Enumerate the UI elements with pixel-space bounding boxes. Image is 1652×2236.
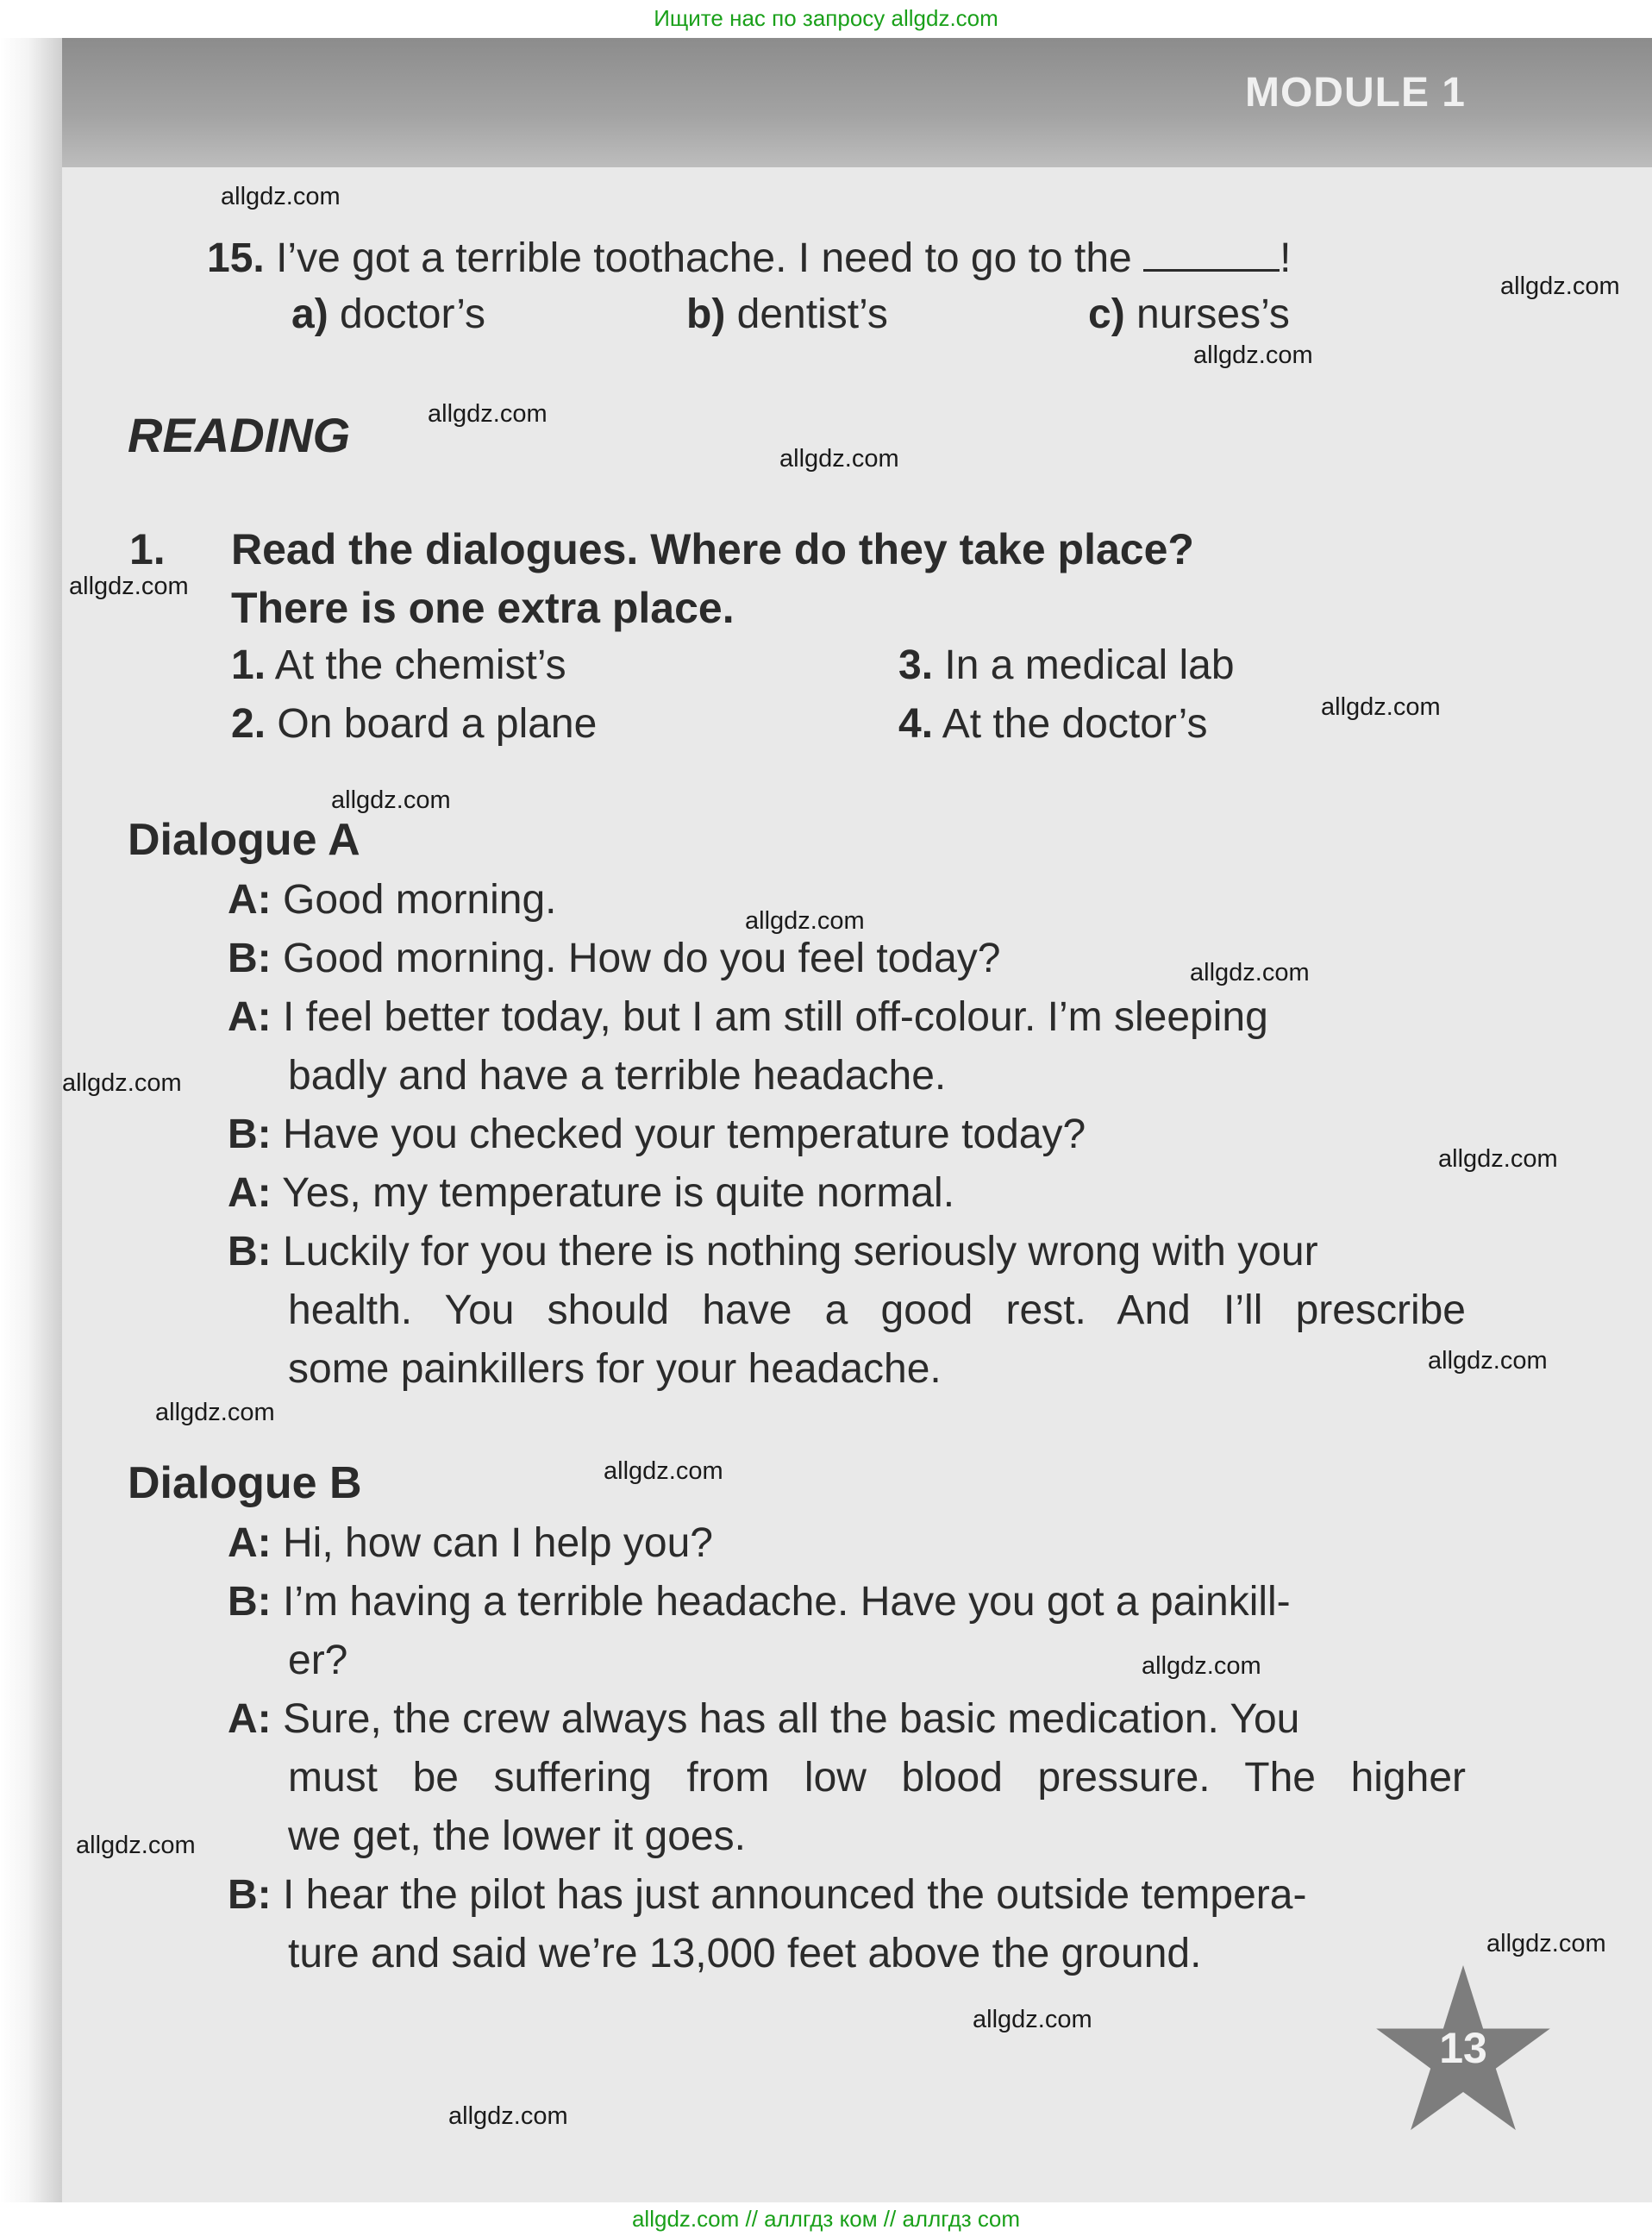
place-number: 4. xyxy=(898,701,934,747)
dialogue-a-line xyxy=(228,1111,1086,1158)
watermark: allgdz.com xyxy=(448,2102,568,2130)
watermark: allgdz.com xyxy=(69,573,189,600)
watermark: allgdz.com xyxy=(779,445,899,473)
place-text: On board a plane xyxy=(277,701,598,747)
footer-banner: allgdz.com // аллгдз ком // аллгдз com xyxy=(0,2202,1652,2236)
dialogue-a-line xyxy=(228,1228,1318,1275)
option-key: c) xyxy=(1088,291,1125,337)
option-text: dentist’s xyxy=(736,291,888,337)
watermark: allgdz.com xyxy=(745,907,865,935)
option-key: a) xyxy=(291,291,329,337)
dialogue-a-line: health. You should have a good rest. And I’ll prescribe xyxy=(288,1287,1466,1333)
watermark: allgdz.com xyxy=(221,183,341,210)
dialogue-b-line xyxy=(228,1519,713,1567)
top-banner: Ищите нас по запросу allgdz.com xyxy=(654,5,998,31)
section-heading: READING xyxy=(128,408,351,462)
watermark: allgdz.com xyxy=(973,2006,1092,2033)
speaker-label: A: xyxy=(228,1696,272,1742)
dialogue-text: Have you checked your temperature today? xyxy=(283,1112,1086,1157)
dialogue-a-line: badly and have a terrible headache. xyxy=(288,1053,947,1099)
module-title: MODULE 1 xyxy=(1244,70,1466,116)
option-c xyxy=(1088,291,1290,338)
dialogue-text: Yes, my temperature is quite normal. xyxy=(282,1170,955,1216)
dialogue-a-title: Dialogue A xyxy=(128,815,360,865)
speaker-label: B: xyxy=(228,936,272,981)
dialogue-a-line xyxy=(228,935,1001,982)
watermark: allgdz.com xyxy=(1438,1145,1558,1173)
dialogue-b-line: ture and said we’re 13,000 feet above the ground. xyxy=(288,1931,1202,1976)
textbook-page xyxy=(0,38,1652,2202)
watermark: allgdz.com xyxy=(155,1399,275,1426)
watermark: allgdz.com xyxy=(1428,1347,1548,1375)
task-1-line-1 xyxy=(129,524,1194,574)
dialogue-b-line xyxy=(228,1871,1306,1919)
dialogue-a-line xyxy=(228,993,1268,1041)
place-number: 1. xyxy=(231,642,266,688)
place-1 xyxy=(231,642,566,689)
dialogue-text: Luckily for you there is nothing seriously wrong with your xyxy=(283,1229,1318,1275)
place-4 xyxy=(898,700,1207,748)
dialogue-a-line xyxy=(228,876,557,924)
place-text: In a medical lab xyxy=(944,642,1235,688)
question-number: 15. xyxy=(207,235,265,281)
watermark: allgdz.com xyxy=(604,1457,723,1485)
watermark: allgdz.com xyxy=(331,786,451,814)
watermark: allgdz.com xyxy=(1486,1930,1606,1957)
option-b xyxy=(686,291,888,338)
watermark: allgdz.com xyxy=(76,1832,196,1859)
dialogue-a-line: some painkillers for your headache. xyxy=(288,1346,942,1392)
speaker-label: B: xyxy=(228,1112,272,1157)
dialogue-b-line: er? xyxy=(288,1638,348,1683)
dialogue-text: Hi, how can I help you? xyxy=(283,1520,713,1566)
place-text: At the chemist’s xyxy=(274,642,566,688)
watermark: allgdz.com xyxy=(1193,341,1313,369)
watermark: allgdz.com xyxy=(62,1069,182,1097)
dialogue-text: I’m having a terrible headache. Have you got a painkill- xyxy=(283,1579,1291,1625)
speaker-label: A: xyxy=(228,994,272,1040)
speaker-label: A: xyxy=(228,1170,272,1216)
option-a xyxy=(291,291,485,338)
place-text: At the doctor’s xyxy=(942,701,1208,747)
place-3 xyxy=(898,642,1235,689)
option-text: doctor’s xyxy=(340,291,486,337)
dialogue-text: Good morning. xyxy=(283,877,557,923)
watermark: allgdz.com xyxy=(1142,1652,1261,1680)
watermark: allgdz.com xyxy=(1190,959,1310,986)
dialogue-b-line xyxy=(228,1578,1291,1625)
dialogue-text: Sure, the crew always has all the basic medication. You xyxy=(283,1696,1300,1742)
dialogue-text: Good morning. How do you feel today? xyxy=(283,936,1001,981)
place-2 xyxy=(231,700,597,748)
question-end: ! xyxy=(1280,235,1292,281)
watermark: allgdz.com xyxy=(1500,272,1620,300)
speaker-label: A: xyxy=(228,1520,272,1566)
answer-blank xyxy=(1143,235,1280,272)
task-1-line-2: There is one extra place. xyxy=(231,584,735,632)
page-content xyxy=(0,38,1652,2202)
speaker-label: B: xyxy=(228,1872,272,1918)
task-number: 1. xyxy=(129,525,166,573)
watermark: allgdz.com xyxy=(428,400,548,428)
dialogue-b-line: we get, the lower it goes. xyxy=(288,1813,746,1859)
place-number: 2. xyxy=(231,701,266,747)
question-text: I’ve got a terrible toothache. I need to go to the xyxy=(276,235,1132,281)
page-number: 13 xyxy=(1439,2024,1487,2072)
dialogue-text: I hear the pilot has just announced the outside tempera- xyxy=(283,1872,1307,1918)
dialogue-a-line xyxy=(228,1169,954,1217)
watermark: allgdz.com xyxy=(1321,693,1441,721)
option-key: b) xyxy=(686,291,726,337)
speaker-label: B: xyxy=(228,1579,272,1625)
speaker-label: A: xyxy=(228,877,272,923)
option-text: nurses’s xyxy=(1136,291,1290,337)
dialogue-text: I feel better today, but I am still off-colour. I’m sleeping xyxy=(283,994,1268,1040)
place-number: 3. xyxy=(898,642,934,688)
dialogue-b-line: must be suffering from low blood pressure. The higher xyxy=(288,1755,1466,1801)
dialogue-b-line xyxy=(228,1695,1299,1743)
task-instruction: Read the dialogues. Where do they take place? xyxy=(231,525,1194,573)
dialogue-b-title: Dialogue B xyxy=(128,1458,362,1508)
question-15 xyxy=(207,235,1291,282)
speaker-label: B: xyxy=(228,1229,272,1275)
